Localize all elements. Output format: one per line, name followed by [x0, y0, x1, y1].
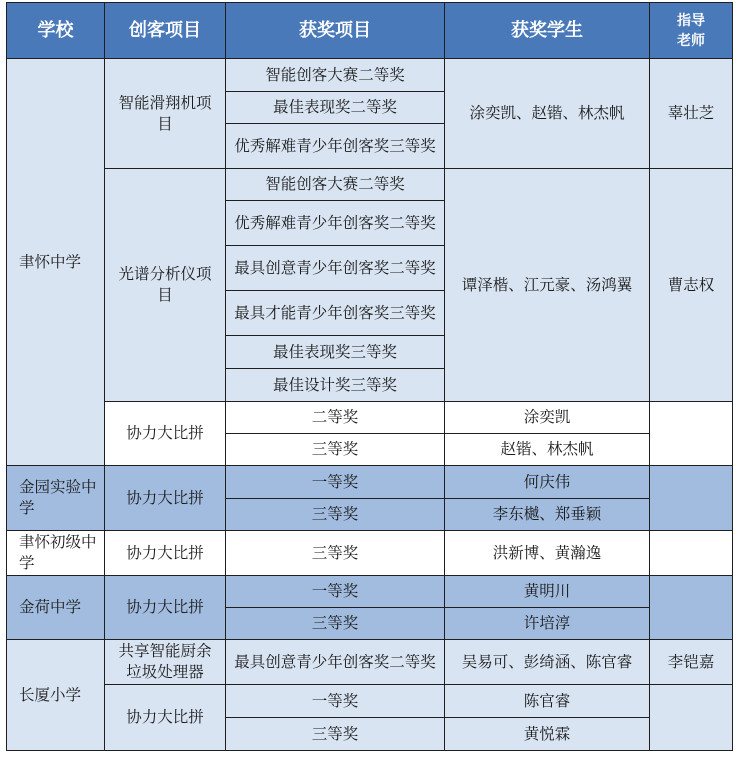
student-cell: 涂奕凯 — [445, 402, 650, 434]
table-row — [7, 531, 733, 576]
award-cell: 三等奖 — [226, 499, 445, 531]
project-cell: 协力大比拼 — [105, 466, 226, 531]
award-cell: 最具创意青少年创客奖二等奖 — [226, 246, 445, 291]
student-cell: 陈官睿 — [445, 685, 650, 718]
teacher-cell — [650, 685, 733, 751]
table-row — [7, 640, 733, 685]
table-row — [7, 59, 733, 92]
school-cell: 金荷中学 — [7, 576, 105, 640]
award-cell: 最佳表现奖二等奖 — [226, 92, 445, 124]
teacher-cell: 辜壮芝 — [650, 59, 733, 169]
award-cell: 最佳设计奖三等奖 — [226, 369, 445, 402]
table-row — [7, 169, 733, 201]
project-cell: 智能滑翔机项目 — [105, 59, 226, 169]
teacher-cell — [650, 531, 733, 576]
student-cell: 黄悦霖 — [445, 718, 650, 751]
student-cell: 赵锴、林杰帆 — [445, 434, 650, 466]
school-cell: 聿怀中学 — [7, 59, 105, 466]
project-cell: 协力大比拼 — [105, 576, 226, 640]
award-cell: 最具才能青少年创客奖三等奖 — [226, 291, 445, 336]
table-row — [7, 466, 733, 499]
header-row — [7, 3, 733, 59]
award-cell: 智能创客大赛二等奖 — [226, 59, 445, 92]
awards-table — [6, 2, 733, 751]
award-cell: 最具创意青少年创客奖二等奖 — [226, 640, 445, 685]
header-teacher: 指导 老师 — [650, 3, 733, 59]
school-cell: 金园实验中学 — [7, 466, 105, 531]
project-cell: 协力大比拼 — [105, 685, 226, 751]
header-school: 学校 — [7, 3, 105, 59]
student-cell: 涂奕凯、赵锴、林杰帆 — [445, 59, 650, 169]
teacher-cell — [650, 466, 733, 531]
award-cell: 三等奖 — [226, 434, 445, 466]
award-cell: 优秀解难青少年创客奖二等奖 — [226, 201, 445, 246]
project-cell: 光谱分析仪项目 — [105, 169, 226, 402]
school-cell: 长厦小学 — [7, 640, 105, 751]
student-cell: 许培淳 — [445, 608, 650, 640]
student-cell: 李东樾、郑垂颖 — [445, 499, 650, 531]
student-cell: 何庆伟 — [445, 466, 650, 499]
award-cell: 二等奖 — [226, 402, 445, 434]
teacher-cell — [650, 576, 733, 640]
student-cell: 洪新博、黄瀚逸 — [445, 531, 650, 576]
award-cell: 最佳表现奖三等奖 — [226, 336, 445, 369]
award-cell: 优秀解难青少年创客奖三等奖 — [226, 124, 445, 169]
teacher-cell: 李铠嘉 — [650, 640, 733, 685]
header-project: 创客项目 — [105, 3, 226, 59]
project-cell: 协力大比拼 — [105, 531, 226, 576]
award-cell: 三等奖 — [226, 718, 445, 751]
award-cell: 三等奖 — [226, 608, 445, 640]
project-cell: 共享智能厨余垃圾处理器 — [105, 640, 226, 685]
award-cell: 一等奖 — [226, 685, 445, 718]
award-cell: 一等奖 — [226, 576, 445, 608]
award-cell: 三等奖 — [226, 531, 445, 576]
award-cell: 一等奖 — [226, 466, 445, 499]
student-cell: 谭泽楷、江元豪、汤鸿翼 — [445, 169, 650, 402]
teacher-cell: 曹志权 — [650, 169, 733, 402]
table-row — [7, 576, 733, 608]
header-award: 获奖项目 — [226, 3, 445, 59]
student-cell: 吴易可、彭绮涵、陈官睿 — [445, 640, 650, 685]
project-cell: 协力大比拼 — [105, 402, 226, 466]
table-row — [7, 402, 733, 434]
school-cell: 聿怀初级中学 — [7, 531, 105, 576]
teacher-cell — [650, 402, 733, 466]
student-cell: 黄明川 — [445, 576, 650, 608]
header-student: 获奖学生 — [445, 3, 650, 59]
table-row — [7, 685, 733, 718]
award-cell: 智能创客大赛二等奖 — [226, 169, 445, 201]
